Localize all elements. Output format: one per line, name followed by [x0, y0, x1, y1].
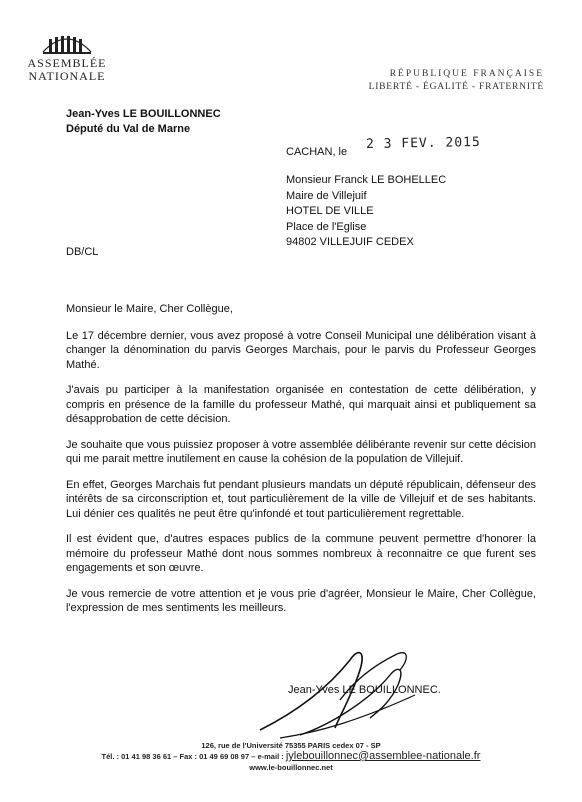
recipient-address — [286, 173, 446, 251]
assemblee-logo — [22, 30, 112, 83]
footer-phone-fax: Tél. : 01 41 98 36 61 – Fax : 01 49 69 08 97 – e-mail : — [101, 752, 284, 761]
sender-name: Jean-Yves LE BOUILLONNEC — [66, 108, 221, 120]
recipient-line: Maire de Villejuif — [286, 189, 367, 202]
republic-header — [369, 68, 544, 94]
footer-website-link[interactable]: www.le-bouillonnec.net — [249, 763, 333, 772]
footer — [0, 740, 582, 773]
paragraph: Il est évident que, d'autres espaces publics de la commune peuvent permettre d'honorer la mémoire du professeur Mathé dont nous sommes nombreux à reconnaitre ce que furent ses engagements et son œuvre. — [66, 533, 536, 574]
paragraph: Le 17 décembre dernier, vous avez proposé à votre Conseil Municipal une délibération visant à changer la dénomination du parvis Georges Marchais, pour le parvis du Professeur Georges Mathé. — [66, 329, 536, 371]
recipient-line: 94802 VILLEJUIF CEDEX — [286, 236, 414, 248]
paragraph: Je souhaite que vous puissiez proposer à votre assemblée délibérante revenir sur cette décision qui me parait mettre inutilement en cause la cohésion de la population de Villejuif. — [66, 438, 536, 465]
recipient-line: HOTEL DE VILLE — [286, 205, 374, 217]
recipient-line: Place de l'Eglise — [286, 220, 367, 233]
footer-email-link[interactable]: jylebouillonnec@assemblee-nationale.fr — [285, 750, 481, 762]
letter-body — [66, 302, 536, 627]
salutation: Monsieur le Maire, Cher Collègue, — [66, 303, 233, 315]
republic-title: RÉPUBLIQUE FRANÇAISE — [389, 69, 544, 79]
reference-initials: DB/CL — [66, 246, 99, 258]
signature-name: Jean-Yves LE BOUILLONNEC. — [288, 684, 441, 696]
institution-line-1: ASSEMBLÉE — [27, 56, 107, 70]
paragraph: En effet, Georges Marchais fut pendant plusieurs mandats un député républicain, défenseur des intérêts de sa circonscription et, tout particulièrement de la ville de Villejuif et de ses habitants. Lui dénier ces qualités ne peut être qu'infondé et tout particulièrement regrettable. — [66, 478, 536, 520]
handwritten-signature — [240, 640, 430, 740]
republic-motto: LIBERTÉ - ÉGALITÉ - FRATERNITÉ — [368, 82, 544, 92]
footer-contact — [0, 751, 582, 762]
sender-title: Député du Val de Marne — [66, 123, 191, 135]
sender-block — [66, 107, 221, 137]
paragraph: J'avais pu participer à la manifestation organisée en contestation de cette délibération, y compris en présence de la famille du professeur Mathé, qui marquait ainsi et publiquement sa désapprobation de cette décision. — [66, 384, 536, 425]
date-place: CACHAN, le — [286, 146, 348, 158]
date-stamp: 2 3 FEV. 2015 — [365, 134, 481, 153]
recipient-line: Monsieur Franck LE BOHELLEC — [286, 174, 447, 186]
institution-line-2: NATIONALE — [28, 69, 106, 83]
assemblee-hemicycle-icon — [39, 30, 95, 54]
footer-address: 126, rue de l'Université 75355 PARIS cedex 07 - SP — [201, 741, 381, 750]
paragraph: Je vous remercie de votre attention et je vous prie d'agréer, Monsieur le Maire, Cher Collègue, l'expression de mes sentiments les meilleurs. — [66, 587, 536, 614]
